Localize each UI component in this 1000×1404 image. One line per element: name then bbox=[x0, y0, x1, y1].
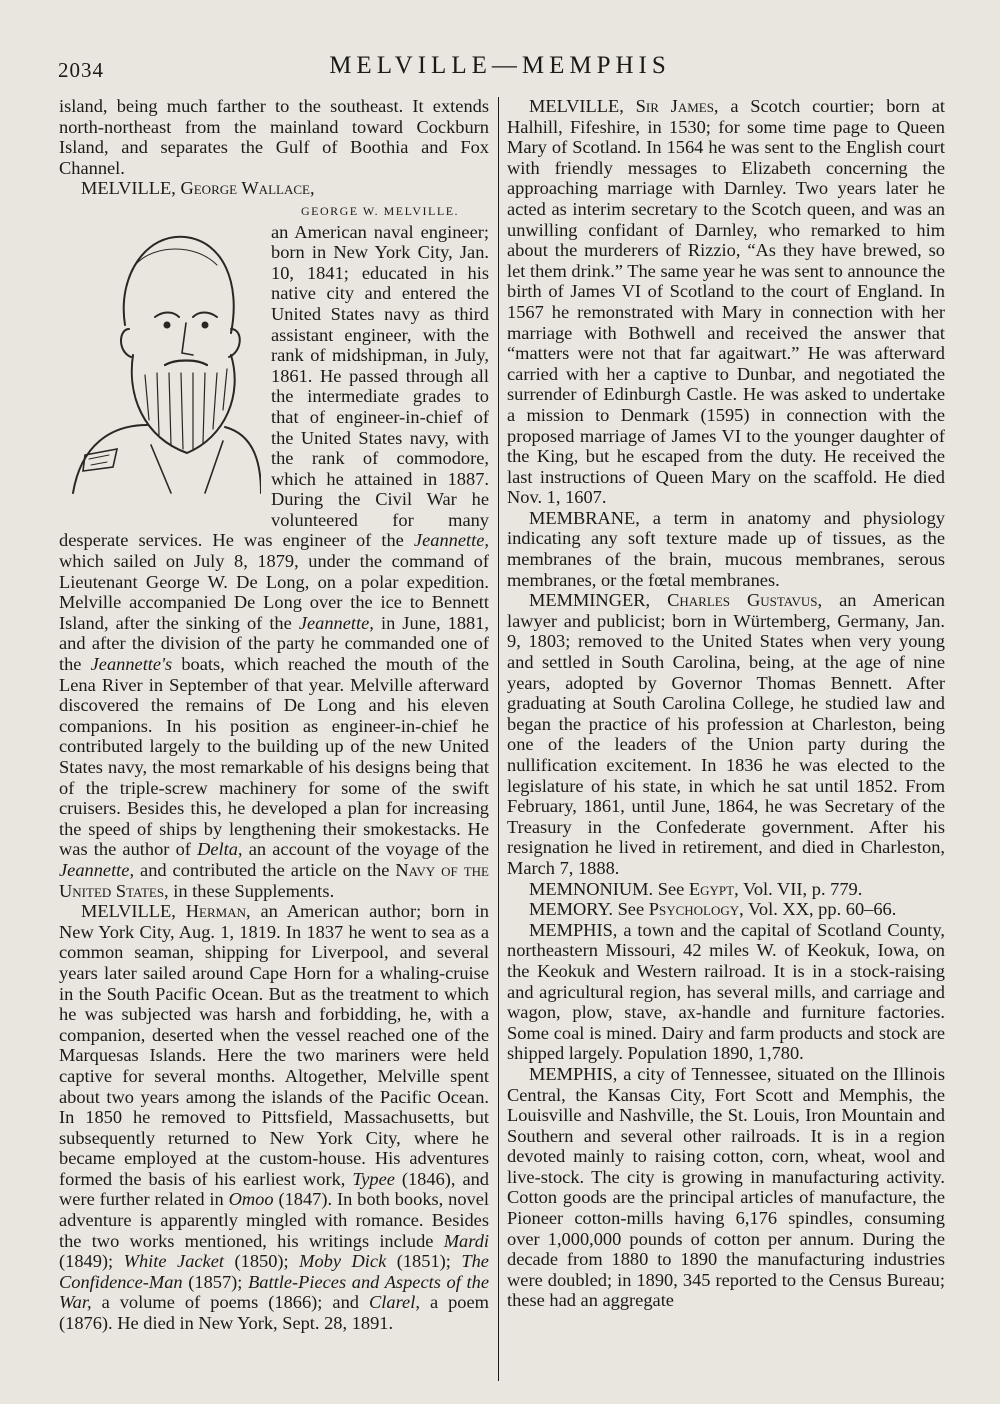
portrait-image bbox=[55, 205, 261, 495]
entry-memminger: MEMMINGER, Charles Gustavus, an American lawyer and publicist; born in Würtemberg, Germany, Jan. 9, 1803; removed to the United States when very young and settled in South Carolina, being, at the age of nine years, adopted by Governor Thomas Bennett. After graduating at South Carolina College, he studied law and began the practice of his profession at Charleston, being one of the leaders of the Union party during the nullification excitement. In 1836 he was elected to the legislature of his state, in which he sat until 1852. From February, 1861, until June, 1864, he was Secretary of the Treasury in the Confederate government. After his resignation he lived in retirement, and died in Charleston, March 7, 1888. bbox=[507, 590, 945, 878]
entry-memphis-tennessee: MEMPHIS, a city of Tennessee, situated on the Illinois Central, the Kansas City, Fort Scott and Memphis, the Louisville and Nashville, the St. Louis, Iron Mountain and Southern and several other railroads. It is in a region devoted mainly to raising cotton, corn, wheat, wool and live-stock. The city is growing in manufacturing activity. Cotton goods are the principal articles of manufacture, the Pioneer cotton-mills having 6,176 spindles, consuming over 1,000,000 pounds of cotton per annum. During the decade from 1880 to 1890 the manufacturing industries were doubled; in 1890, 345 reported to the Census Bureau; these had an aggregate bbox=[507, 1063, 945, 1311]
entry-headword-names: Herman, bbox=[185, 901, 251, 922]
entry-memphis-missouri: MEMPHIS, a town and the capital of Scotland County, northeastern Missouri, 42 miles W. of Keokuk, Iowa, on the Keokuk and Western railroad. It is in a stock-raising and agricultural region, has several mills, and carriage and wagon, plow, stave, ax-handle and furniture factories. Some coal is mined. Dairy and farm products and stock are shipped largely. Population 1890, 1,780. bbox=[507, 919, 945, 1064]
cross-reference: Psychology, bbox=[648, 899, 744, 920]
entry-melville-george-wallace bbox=[59, 178, 489, 199]
portrait-figure bbox=[55, 205, 261, 517]
page-number: 2034 bbox=[58, 58, 104, 82]
left-column: island, being much farther to the southeast. It extends north-northeast from the mainland toward Cockburn Island, and separates the Gulf of Boothia and Fox Channel. MELVILLE, George Wallace, GEORGE W. MELVILLE. an American naval engineer; born in New York City, Jan. 10, 1841; educated in his native city and entered the United States navy as third assistant engineer, with the rank of midshipman, in July, 1861. He passed through all the intermediate grades to that of engineer-in-chief of the United States navy, with the rank of commodore, which he attained in 1887. During the Civil War he volunteered for many desperate services. He was engineer of the Jeannette, which sailed on July 8, 1879, under the command of Lieutenant George W. De Long, on a polar expedition. Melville accompanied De Long over the ice to Bennett Island, after the sinking of the Jeannette, in June, 1881, and after the division of the party he commanded one of the Jeannette's boats, which reached the mouth of the Lena River in September of that year. Melville afterward discovered the remains of De Long and his eleven companions. In his position as engineer-in-chief he contributed largely to the building up of the new United States navy, the most remarkable of his designs being that of the triple-screw machinery for some of the swift cruisers. Besides this, he developed a plan for increasing the speed of ships by lengthening their smokestacks. He was the author of Delta, an account of the voyage of the Jeannette, and contributed the article on the Navy of the United States, in these Supplements. MELVILLE, Herman, an American author; born in New York City, Aug. 1, 1819. In 1837 he went to sea as a common seaman, shipping for Liverpool, and several years later sailed around Cape Horn for a whaling-cruise in the South Pacific Ocean. But as the treatment to which he was subjected was harsh and forbidding, he, with a companion, deserted when the vessel reached one of the Marquesas Islands. Here the two mariners were held captive for several months. Altogether, Melville spent about two years among the islands of the Pacific Ocean. In 1850 he removed to Pittsfield, Massachusetts, but subsequently returned to New York City, where he became employed at the custom-house. His adventures formed the basis of his earliest work, Typee (1846), and were further related in Omoo (1847). In both books, novel adventure is apparently mingled with romance. Besides the two works mentioned, his writings include Mardi (1849); White Jacket (1850); Moby Dick (1851); The Confidence-Man (1857); Battle-Pieces and Aspects of the War, a volume of poems (1866); and Clarel, a poem (1876). He died in New York, Sept. 28, 1891. bbox=[59, 96, 489, 1334]
entry-headword: MELVILLE, bbox=[529, 96, 624, 116]
entry-headword: MELVILLE, bbox=[81, 901, 176, 922]
entry-headword: MEMMINGER, bbox=[529, 590, 651, 611]
entry-membrane: MEMBRANE, a term in anatomy and physiology indicating any soft texture made up of tissues, as the membranes of the brain, mucous membranes, serous membranes, or the fœtal membranes. bbox=[507, 507, 945, 590]
entry-melville-sound-continued: island, being much farther to the southeast. It extends north-northeast from the mainland toward Cockburn Island, and separates the Gulf of Boothia and Fox Channel. bbox=[59, 96, 489, 178]
entry-memnonium: MEMNONIUM. See Egypt, Vol. VII, p. 779. bbox=[529, 878, 863, 899]
right-column bbox=[507, 96, 945, 1311]
running-head: MELVILLE—MEMPHIS bbox=[329, 52, 671, 79]
entry-headword-names: Sir James, bbox=[635, 96, 719, 116]
entry-headword-names: George Wallace, bbox=[180, 178, 315, 199]
cross-reference: Egypt, bbox=[688, 878, 739, 899]
entry-memory: MEMORY. See Psychology, Vol. XX, pp. 60–66. bbox=[529, 899, 897, 920]
entry-melville-sir-james: MELVILLE, Sir James, a Scotch courtier; born at Halhill, Fifeshire, in 1530; for some time page to Queen Mary of Scotland. In 1564 he was sent to the English court with friendly messages to Elizabeth concerning the approaching marriage with Darnley. Two years later he acted as interim secretary to the Scotch queen, and was an unwilling confidant of Darnley, who remarked to him about the murderers of Rizzio, “As they have brewed, so let them drink.” The same year he was sent to announce the birth of James VI of Scotland to the court of England. In 1567 he remonstrated with Mary in connection with her marriage with Bothwell and received the answer that “matters were not that far agaitwart.” He was afterward carried with her a captive to Dunbar, and negotiated the surrender of Edinburgh Castle. He was asked to undertake a mission to Denmark (1595) in connection with the proposed marriage of James VI to the younger daughter of the King, but he escaped from the duty. He received the last instructions of Queen Mary on the scaffold. He died Nov. 1, 1607. bbox=[507, 96, 945, 508]
entry-headword-names: Charles Gustavus, bbox=[667, 590, 823, 611]
entry-headword: MELVILLE, bbox=[81, 178, 176, 199]
entry-melville-herman: MELVILLE, Herman, an American author; born in New York City, Aug. 1, 1819. In 1837 he went to sea as a common seaman, shipping for Liverpool, and several years later sailed around Cape Horn for a whaling-cruise in the South Pacific Ocean. But as the treatment to which he was subjected was harsh and forbidding, he, with a companion, deserted when the vessel reached one of the Marquesas Islands. Here the two mariners were held captive for several months. Altogether, Melville spent about two years among the islands of the Pacific Ocean. In 1850 he removed to Pittsfield, Massachusetts, but subsequently returned to New York City, where he became employed at the custom-house. His adventures formed the basis of his earliest work, Typee (1846), and were further related in Omoo (1847). In both books, novel adventure is apparently mingled with romance. Besides the two works mentioned, his writings include Mardi (1849); White Jacket (1850); Moby Dick (1851); The Confidence-Man (1857); Battle-Pieces and Aspects of the War, a volume of poems (1866); and Clarel, a poem (1876). He died in New York, Sept. 28, 1891. bbox=[59, 901, 490, 1334]
portrait-caption: GEORGE W. MELVILLE. bbox=[300, 203, 460, 218]
column-rule bbox=[498, 97, 499, 1381]
